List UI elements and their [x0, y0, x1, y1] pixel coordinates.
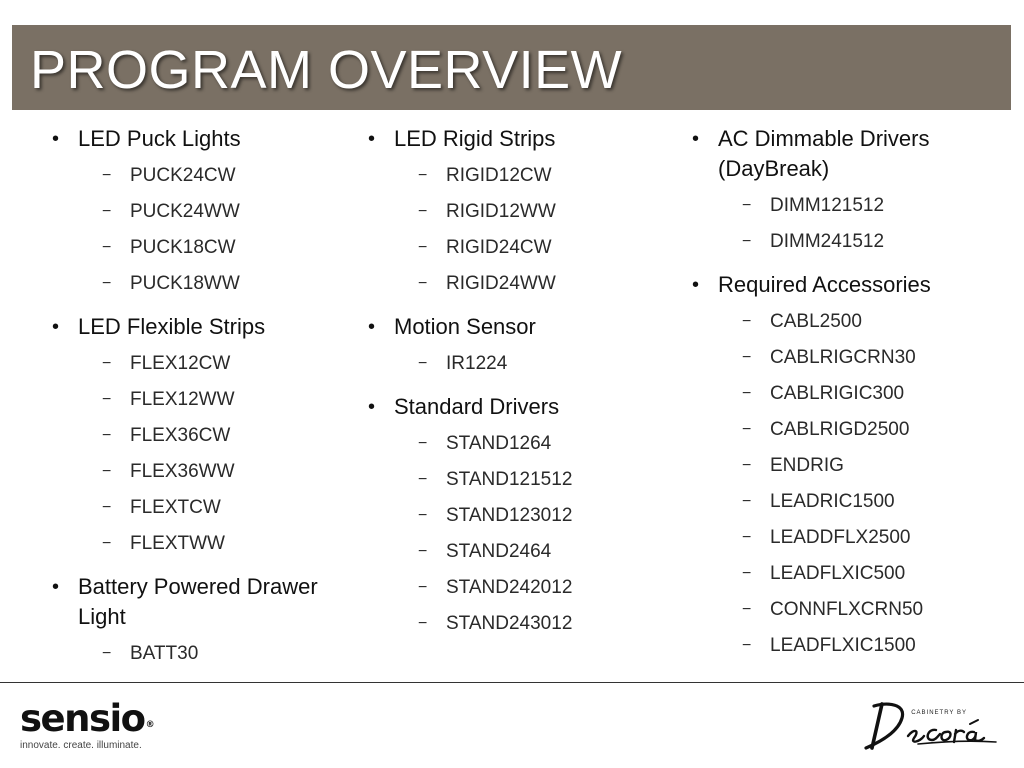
- list-item: − STAND1264: [366, 426, 666, 462]
- list-item: − PUCK24WW: [50, 194, 340, 230]
- list-item: − FLEX36WW: [50, 454, 340, 490]
- bullet-heading: • LED Flexible Strips: [50, 312, 340, 342]
- logo-small-text: CABINETRY BY: [911, 710, 967, 716]
- bullet-group: [50, 572, 340, 672]
- list-item: − LEADDFLX2500: [690, 520, 1010, 556]
- footer-divider: [0, 682, 1024, 683]
- list-item: − CABLRIGCRN30: [690, 340, 1010, 376]
- list-item: − FLEXTWW: [50, 526, 340, 562]
- bullet-group: [690, 124, 1010, 260]
- list-item: − RIGID24CW: [366, 230, 666, 266]
- bullet-heading: • Motion Sensor: [366, 312, 666, 342]
- bullet-heading: • LED Puck Lights: [50, 124, 340, 154]
- sub-list: [366, 158, 666, 302]
- list-item: − DIMM121512: [690, 188, 1010, 224]
- list-item: − FLEX12CW: [50, 346, 340, 382]
- sensio-logo: [20, 697, 154, 752]
- bullet-heading: • LED Rigid Strips: [366, 124, 666, 154]
- list-item: − STAND2464: [366, 534, 666, 570]
- decora-logo: [858, 692, 1003, 757]
- list-item: − RIGID12WW: [366, 194, 666, 230]
- column-1: [50, 124, 340, 682]
- list-item: − LEADRIC1500: [690, 484, 1010, 520]
- list-item: − DIMM241512: [690, 224, 1010, 260]
- list-item: − FLEX36CW: [50, 418, 340, 454]
- title-bar: [12, 25, 1011, 110]
- registered-mark: ®: [145, 720, 154, 730]
- list-item: − PUCK24CW: [50, 158, 340, 194]
- bullet-heading: • Battery Powered Drawer Light: [50, 572, 340, 632]
- bullet-heading: • Standard Drivers: [366, 392, 666, 422]
- list-item: − PUCK18WW: [50, 266, 340, 302]
- list-item: − STAND121512: [366, 462, 666, 498]
- list-item: − RIGID12CW: [366, 158, 666, 194]
- list-item: − CABL2500: [690, 304, 1010, 340]
- sub-list: [366, 426, 666, 642]
- list-item: − RIGID24WW: [366, 266, 666, 302]
- list-item: − FLEX12WW: [50, 382, 340, 418]
- list-item: − BATT30: [50, 636, 340, 672]
- sub-list: [366, 346, 666, 382]
- list-item: − LEADFLXIC500: [690, 556, 1010, 592]
- list-item: − PUCK18CW: [50, 230, 340, 266]
- list-item: − CABLRIGIC300: [690, 376, 1010, 412]
- sub-list: [50, 346, 340, 562]
- bullet-group: [366, 124, 666, 302]
- list-item: − STAND242012: [366, 570, 666, 606]
- list-item: − CABLRIGD2500: [690, 412, 1010, 448]
- column-2: [366, 124, 666, 652]
- bullet-group: [50, 124, 340, 302]
- list-item: − STAND243012: [366, 606, 666, 642]
- decora-script-logo: [858, 692, 1003, 757]
- bullet-heading: • AC Dimmable Drivers (DayBreak): [690, 124, 1010, 184]
- page-title: PROGRAM OVERVIEW: [30, 40, 623, 100]
- list-item: − IR1224: [366, 346, 666, 382]
- bullet-group: [690, 270, 1010, 664]
- logo-wordmark: sensio: [20, 697, 145, 740]
- list-item: − CONNFLXCRN50: [690, 592, 1010, 628]
- list-item: − LEADFLXIC1500: [690, 628, 1010, 664]
- bullet-group: [366, 392, 666, 642]
- bullet-group: [50, 312, 340, 562]
- bullet-group: [366, 312, 666, 382]
- list-item: − ENDRIG: [690, 448, 1010, 484]
- bullet-heading: • Required Accessories: [690, 270, 1010, 300]
- list-item: − STAND123012: [366, 498, 666, 534]
- sub-list: [50, 158, 340, 302]
- sub-list: [50, 636, 340, 672]
- sub-list: [690, 188, 1010, 260]
- logo-tagline: innovate. create. illuminate.: [20, 740, 142, 751]
- sub-list: [690, 304, 1010, 664]
- list-item: − FLEXTCW: [50, 490, 340, 526]
- column-3: [690, 124, 1010, 674]
